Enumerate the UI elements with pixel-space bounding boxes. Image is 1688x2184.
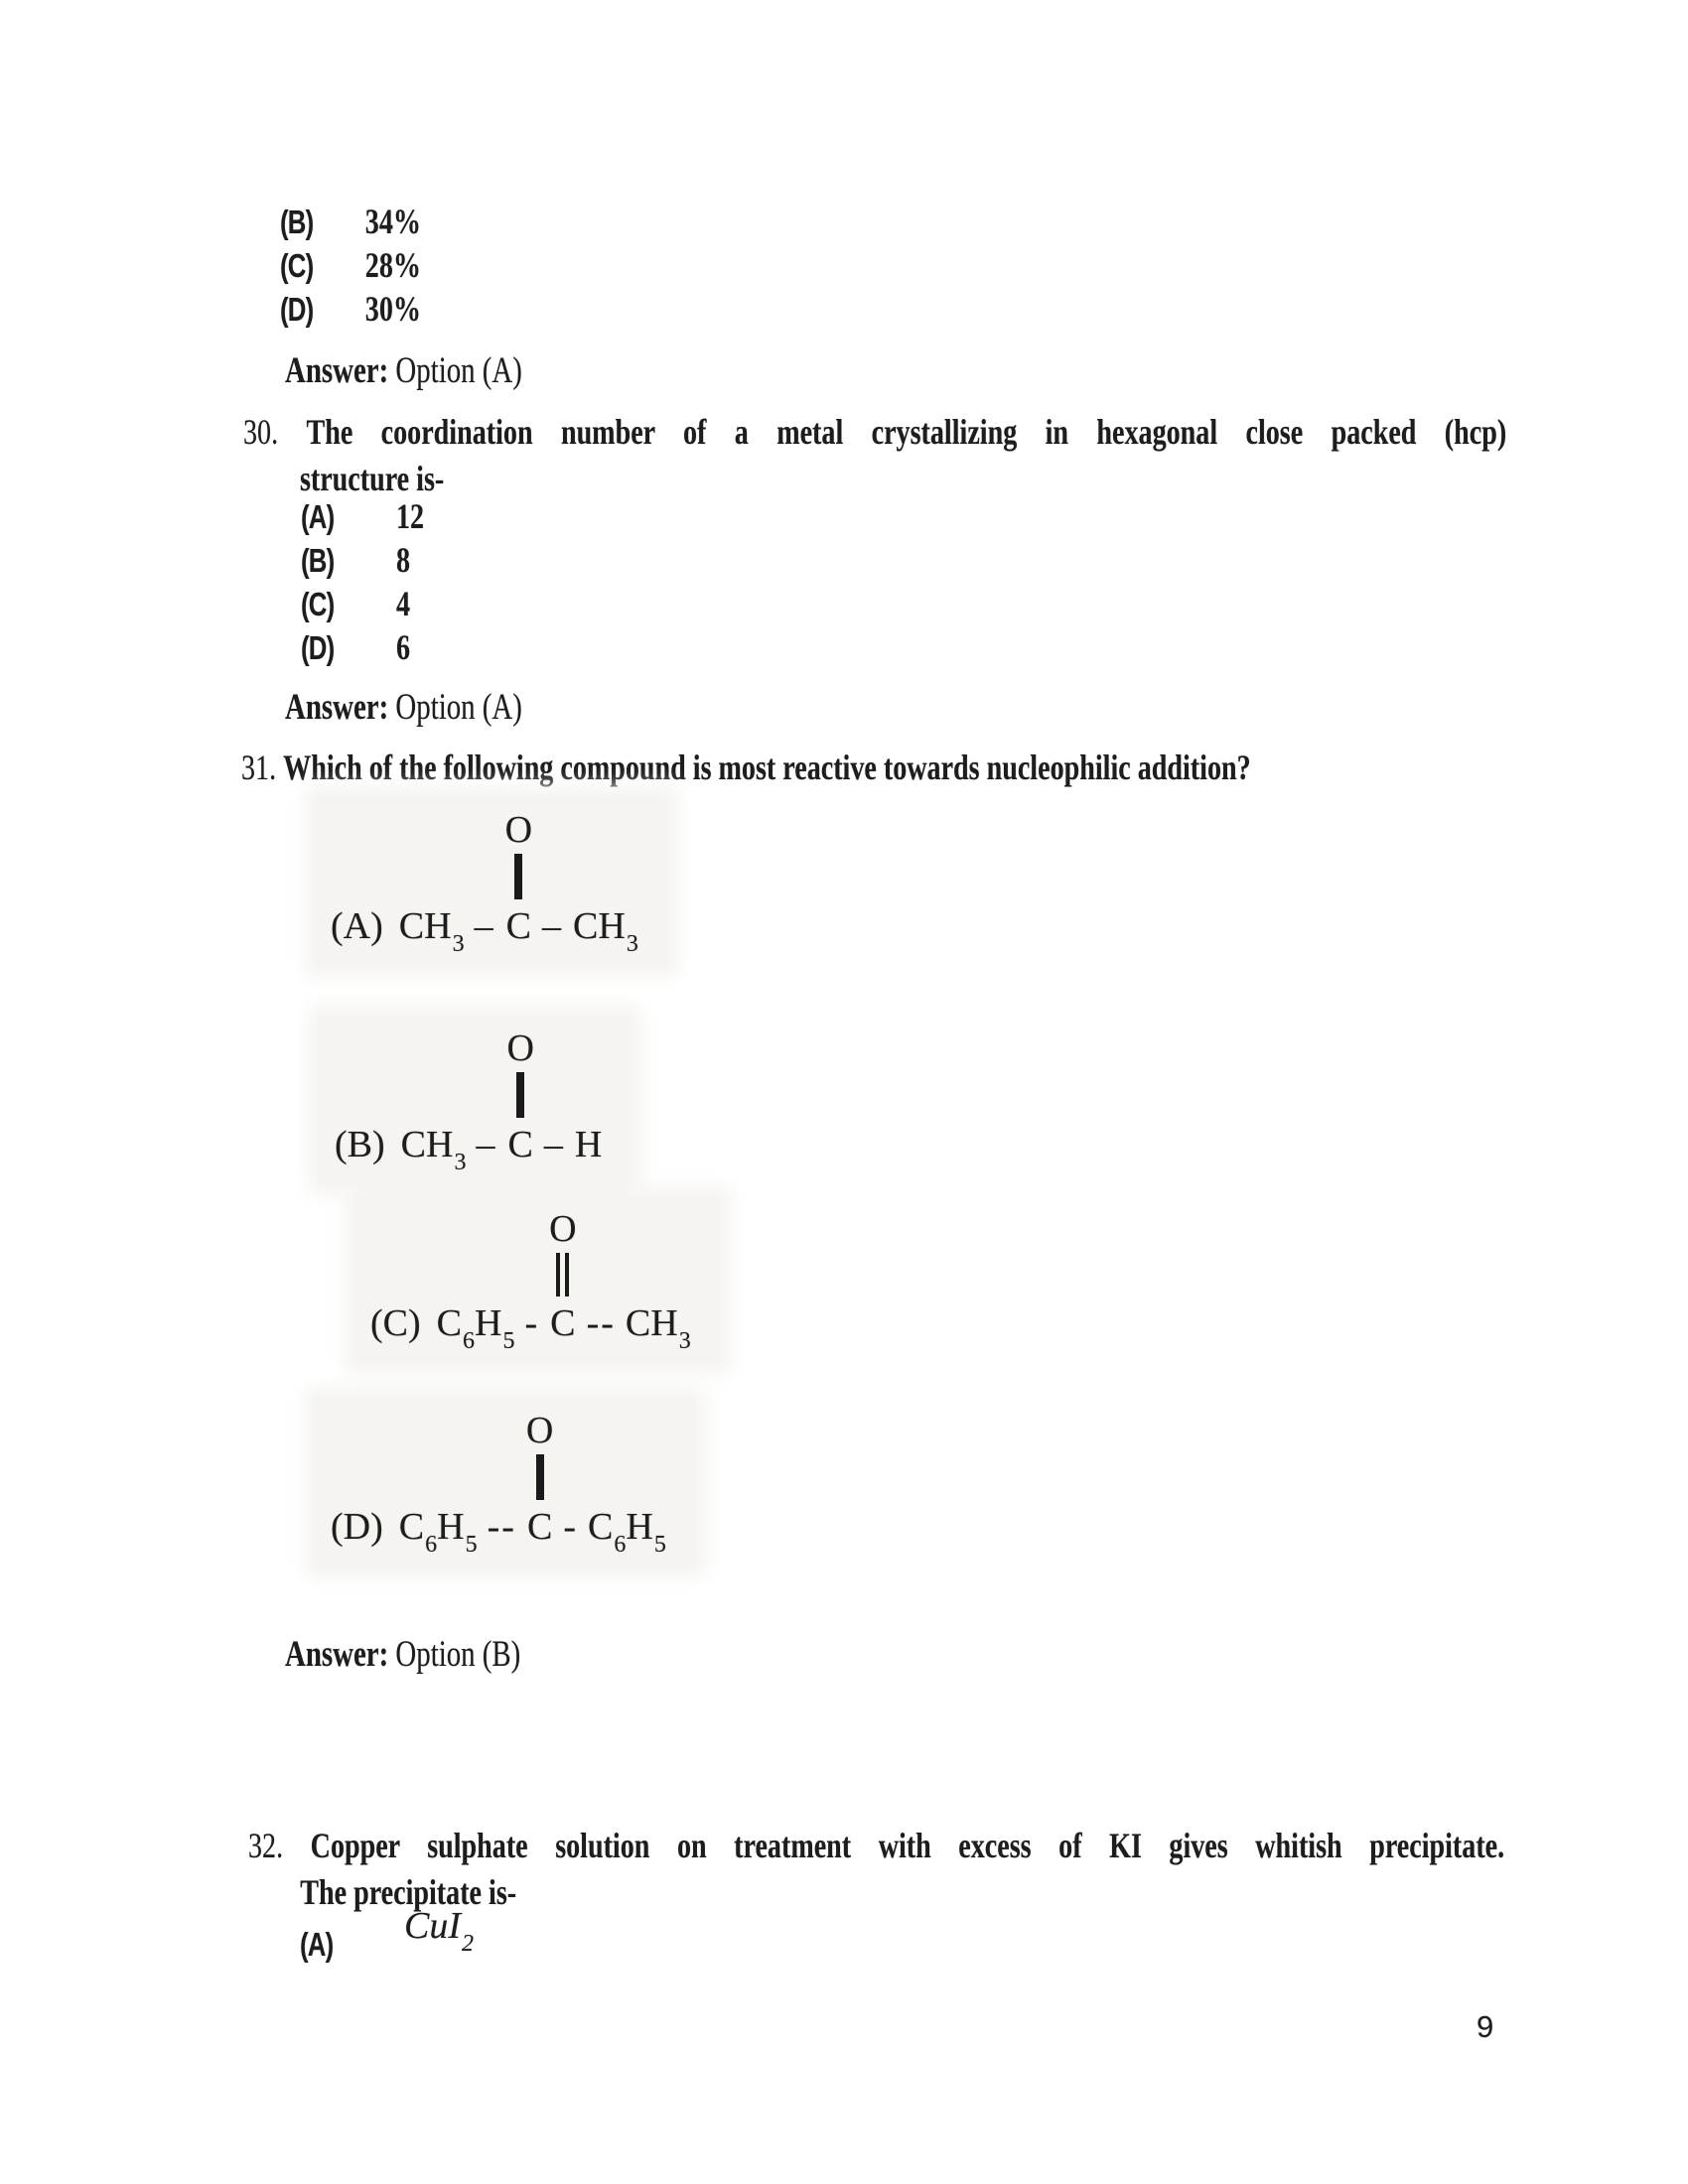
question-30-line1 bbox=[243, 409, 1506, 456]
oxygen-atom: O bbox=[549, 1208, 577, 1250]
option-row bbox=[280, 244, 421, 288]
bond-dash: - bbox=[524, 1302, 540, 1344]
carbonyl-carbon: C bbox=[550, 1302, 576, 1344]
option-row bbox=[301, 626, 424, 670]
formula-text: CH bbox=[398, 905, 452, 947]
carbonyl-double-bond bbox=[514, 854, 522, 899]
formula-subscript: 5 bbox=[465, 1532, 478, 1558]
answer-label: Answer: bbox=[285, 350, 389, 391]
question-number: 32. bbox=[248, 1826, 284, 1865]
formula-left-group bbox=[400, 1120, 467, 1175]
structure-option-label: (A) bbox=[331, 905, 383, 947]
structural-formula bbox=[370, 1208, 691, 1354]
answer-label: Answer: bbox=[285, 1634, 389, 1675]
formula-right-group bbox=[573, 901, 638, 957]
formula-text: H bbox=[574, 1124, 603, 1165]
bond-dash: – bbox=[542, 905, 564, 947]
carbonyl-carbon: C bbox=[526, 1506, 553, 1548]
answer-label: Answer: bbox=[285, 687, 389, 728]
formula-subscript: 3 bbox=[626, 931, 638, 957]
carbonyl-group bbox=[549, 1208, 576, 1348]
formula-right-group bbox=[588, 1502, 666, 1558]
bond-dash: -- bbox=[586, 1302, 616, 1344]
formula-subscript: 5 bbox=[653, 1532, 666, 1558]
option-value: 8 bbox=[395, 540, 410, 580]
formula-subscript: 3 bbox=[454, 1150, 467, 1175]
structure-option-label: (B) bbox=[335, 1124, 385, 1165]
chem-structure-option-d bbox=[315, 1398, 696, 1568]
question-32-line2: The precipitate is- bbox=[300, 1872, 517, 1912]
question-32-line1 bbox=[248, 1823, 1504, 1869]
bond-dash: -- bbox=[487, 1506, 516, 1548]
option-value: 34% bbox=[364, 202, 421, 241]
formula-subscript: 5 bbox=[502, 1328, 515, 1354]
formula-text: C bbox=[436, 1302, 463, 1344]
carbonyl-carbon: C bbox=[505, 905, 531, 947]
question-30-options bbox=[301, 495, 424, 670]
carbonyl-group bbox=[526, 1410, 553, 1552]
formula-right-group bbox=[575, 1120, 602, 1169]
option-value: 28% bbox=[364, 245, 421, 285]
formula-text: C bbox=[588, 1506, 614, 1548]
formula-subscript: 2 bbox=[462, 1931, 474, 1957]
question-30-answer bbox=[285, 686, 522, 729]
question-text: The coordination number of a metal crystallizing in hexagonal close packed (hcp) bbox=[306, 412, 1507, 452]
question-30 bbox=[243, 409, 1506, 502]
structural-formula bbox=[331, 1410, 666, 1558]
answer-value: Option (A) bbox=[395, 687, 522, 728]
question-number: 31. bbox=[241, 748, 277, 787]
bond-dash: – bbox=[543, 1124, 565, 1165]
formula-text: H bbox=[475, 1302, 502, 1344]
bond-dash: – bbox=[474, 905, 495, 947]
carbonyl-double-bond bbox=[556, 1253, 569, 1297]
structure-option-label: (C) bbox=[370, 1302, 421, 1344]
oxygen-atom: O bbox=[525, 1410, 554, 1451]
chem-structure-option-a bbox=[315, 797, 668, 967]
option-row bbox=[301, 583, 424, 626]
option-label: (B) bbox=[280, 204, 314, 240]
formula-text: CH bbox=[625, 1302, 678, 1344]
option-value: 30% bbox=[364, 289, 421, 329]
question-text: Copper sulphate solution on treatment with excess of KI gives whitish precipitate. bbox=[310, 1826, 1505, 1865]
question-text: Which of the following compound is most reactive towards nucleophilic addition? bbox=[283, 748, 1251, 787]
formula-subscript: 3 bbox=[452, 931, 465, 957]
option-row bbox=[280, 201, 421, 244]
question-30-line2: structure is- bbox=[299, 459, 445, 498]
page-number: 9 bbox=[1477, 2009, 1494, 2044]
option-label: (C) bbox=[280, 247, 314, 284]
formula-subscript: 6 bbox=[614, 1532, 627, 1558]
formula-text: CuI bbox=[404, 1905, 461, 1947]
formula-subscript: 6 bbox=[425, 1532, 438, 1558]
option-row bbox=[280, 288, 421, 332]
carbonyl-double-bond bbox=[536, 1454, 544, 1500]
question-number: 30. bbox=[243, 412, 279, 452]
formula-right-group bbox=[625, 1298, 691, 1354]
question-32-option-a-formula bbox=[404, 1904, 474, 1957]
question-31-answer bbox=[285, 1633, 520, 1676]
formula-subscript: 3 bbox=[678, 1328, 691, 1354]
formula-left-group bbox=[398, 1502, 478, 1558]
bond-dash: - bbox=[563, 1506, 578, 1548]
option-label: (D) bbox=[280, 291, 314, 328]
carbonyl-group bbox=[505, 809, 532, 951]
carbonyl-carbon: C bbox=[507, 1124, 533, 1165]
structural-formula bbox=[335, 1027, 603, 1175]
structural-formula bbox=[331, 809, 638, 957]
option-label: (C) bbox=[301, 586, 335, 622]
oxygen-atom: O bbox=[504, 809, 533, 851]
answer-value: Option (B) bbox=[395, 1634, 521, 1675]
option-label: (B) bbox=[301, 542, 335, 579]
formula-text: H bbox=[437, 1506, 465, 1548]
previous-question-answer bbox=[285, 349, 522, 392]
option-label: (A) bbox=[301, 498, 335, 535]
previous-question-options bbox=[280, 201, 421, 332]
oxygen-atom: O bbox=[506, 1027, 534, 1069]
option-value: 12 bbox=[395, 496, 425, 536]
formula-text: CH bbox=[400, 1124, 454, 1165]
formula-text: CH bbox=[573, 905, 626, 947]
option-value: 4 bbox=[395, 584, 410, 623]
chem-structure-option-b bbox=[319, 1016, 632, 1185]
option-label: (D) bbox=[301, 629, 335, 666]
formula-left-group bbox=[436, 1298, 515, 1354]
formula-subscript: 6 bbox=[463, 1328, 476, 1354]
question-31 bbox=[241, 745, 1251, 791]
question-32-option-a-label bbox=[300, 1926, 333, 1964]
option-row bbox=[301, 539, 424, 583]
structure-option-label: (D) bbox=[331, 1506, 383, 1548]
formula-text: H bbox=[626, 1506, 653, 1548]
question-32 bbox=[248, 1823, 1504, 1916]
option-value: 6 bbox=[395, 627, 410, 667]
option-row bbox=[301, 495, 424, 539]
answer-value: Option (A) bbox=[395, 350, 522, 391]
carbonyl-double-bond bbox=[516, 1072, 524, 1118]
formula-left-group bbox=[398, 901, 465, 957]
bond-dash: – bbox=[476, 1124, 497, 1165]
option-label: (A) bbox=[300, 1926, 334, 1963]
carbonyl-group bbox=[506, 1027, 533, 1169]
chem-structure-option-c bbox=[354, 1196, 721, 1364]
formula-text: C bbox=[398, 1506, 425, 1548]
